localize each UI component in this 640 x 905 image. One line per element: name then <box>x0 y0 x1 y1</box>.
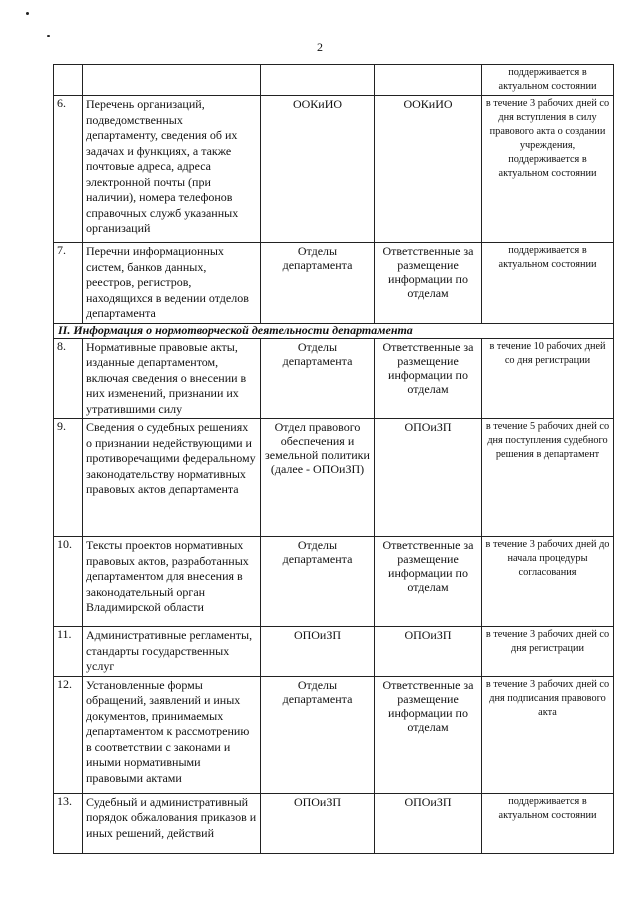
deadline: в течение 3 рабочих дней до начала процедуры согласования <box>482 537 614 627</box>
row-number: 9. <box>54 419 83 537</box>
deadline: в течение 3 рабочих дней со дня вступления в силу правового акта о создании учреждения, поддерживается в актуальном состоянии <box>482 96 614 243</box>
info-name: Перечни информационных систем, банков данных, реестров, регистров, находящихся в ведении отделов департамента <box>83 243 261 324</box>
info-name <box>83 65 261 96</box>
responsible-unit: Отделы департамента <box>261 338 375 419</box>
responsible-unit: ОПОиЗП <box>261 627 375 677</box>
scan-speck <box>47 35 50 37</box>
deadline: поддерживается в актуальном состоянии <box>482 65 614 96</box>
row-number: 12. <box>54 676 83 793</box>
responsible-unit: Отделы департамента <box>261 537 375 627</box>
disclosure-table <box>53 64 614 854</box>
publishing-responsible: Ответственные за размещение информации по отделам <box>375 338 482 419</box>
responsible-unit <box>261 65 375 96</box>
row-number: 11. <box>54 627 83 677</box>
deadline: в течение 10 рабочих дней со дня регистрации <box>482 338 614 419</box>
row-number <box>54 65 83 96</box>
table-row <box>54 793 614 853</box>
table-row <box>54 96 614 243</box>
publishing-responsible: Ответственные за размещение информации по отделам <box>375 676 482 793</box>
responsible-unit: ООКиИО <box>261 96 375 243</box>
info-name: Судебный и административный порядок обжалования приказов и иных решений, действий <box>83 793 261 853</box>
scan-speck <box>26 12 29 15</box>
deadline: в течение 3 рабочих дней со дня регистрации <box>482 627 614 677</box>
publishing-responsible: ОПОиЗП <box>375 627 482 677</box>
section-row <box>54 323 614 338</box>
publishing-responsible: ОПОиЗП <box>375 793 482 853</box>
info-name: Административные регламенты, стандарты государственных услуг <box>83 627 261 677</box>
publishing-responsible: Ответственные за размещение информации по отделам <box>375 537 482 627</box>
responsible-unit: ОПОиЗП <box>261 793 375 853</box>
table-row <box>54 419 614 537</box>
deadline: поддерживается в актуальном состоянии <box>482 793 614 853</box>
publishing-responsible: ОПОиЗП <box>375 419 482 537</box>
deadline: поддерживается в актуальном состоянии <box>482 243 614 324</box>
info-name: Сведения о судебных решениях о признании недействующими и противоречащими федеральному законодательству нормативных правовых актов департамента <box>83 419 261 537</box>
section-heading: II. Информация о нормотворческой деятельности департамента <box>54 323 614 338</box>
table-row <box>54 676 614 793</box>
row-number: 6. <box>54 96 83 243</box>
row-number: 10. <box>54 537 83 627</box>
publishing-responsible: Ответственные за размещение информации по отделам <box>375 243 482 324</box>
responsible-unit: Отделы департамента <box>261 676 375 793</box>
table-row <box>54 338 614 419</box>
table-row <box>54 627 614 677</box>
table-row <box>54 65 614 96</box>
info-name: Нормативные правовые акты, изданные департаментом, включая сведения о внесении в них изменений, признании их утратившими силу <box>83 338 261 419</box>
info-name: Перечень организаций, подведомственных департаменту, сведения об их задачах и функциях, а также почтовые адреса, адреса электронной почты (при наличии), номера телефонов справочных служб указанных организаций <box>83 96 261 243</box>
deadline: в течение 5 рабочих дней со дня поступления судебного решения в департамент <box>482 419 614 537</box>
responsible-unit: Отдел правового обеспечения и земельной политики (далее - ОПОиЗП) <box>261 419 375 537</box>
deadline: в течение 3 рабочих дней со дня подписания правового акта <box>482 676 614 793</box>
page-number: 2 <box>317 40 323 54</box>
responsible-unit: Отделы департамента <box>261 243 375 324</box>
publishing-responsible <box>375 65 482 96</box>
row-number: 7. <box>54 243 83 324</box>
publishing-responsible: ООКиИО <box>375 96 482 243</box>
table-row <box>54 243 614 324</box>
info-name: Тексты проектов нормативных правовых актов, разработанных департаментом для внесения в законодательный орган Владимирской области <box>83 537 261 627</box>
row-number: 13. <box>54 793 83 853</box>
table-row <box>54 537 614 627</box>
info-name: Установленные формы обращений, заявлений и иных документов, принимаемых департаментом к рассмотрению в соответствии с законами и иными нормативными правовыми актами <box>83 676 261 793</box>
row-number: 8. <box>54 338 83 419</box>
